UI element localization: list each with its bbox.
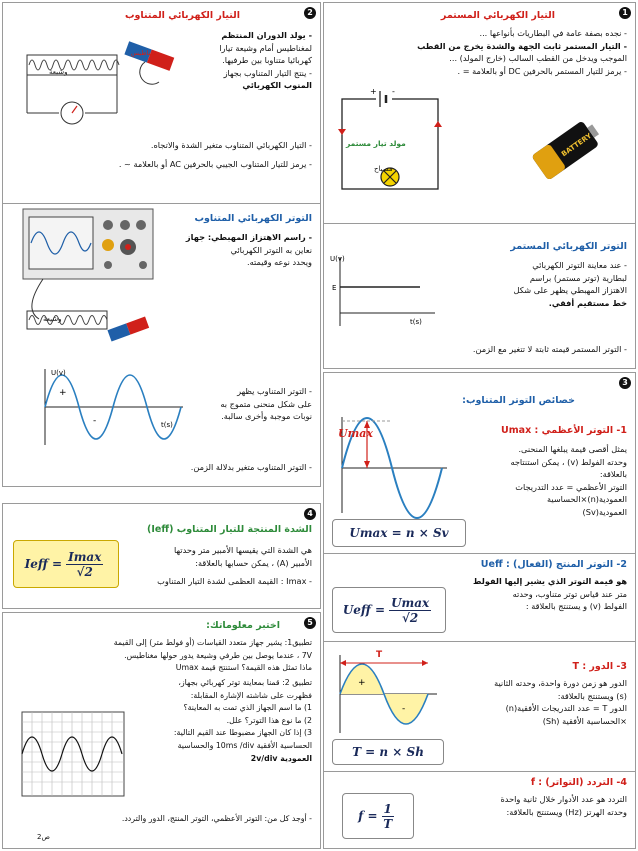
ac-wave-text: - التوتر المتناوب يظهر على شكل منحنى متموج به نوبات موجبة وأخرى سالبة. [220, 386, 312, 421]
panel-direct-current [323, 2, 636, 369]
svg-text:BATTERY: BATTERY [560, 131, 594, 159]
umax-label: Umax [338, 427, 373, 440]
ueff-text: هو قيمة التوتر الذي يشير إليها الفولط متر عند قياس توتر متناوب، وحدته الفولط (v) و يستنتج بالعلاقة : [473, 576, 627, 611]
dc-tension-title: التوتر الكهربائي المستمر [510, 241, 627, 252]
dc-tension-conclusion: - التوتر المستمر قيمته ثابتة لا تتغير مع الزمن. [472, 344, 627, 354]
oscilloscope-screen-grid [21, 711, 125, 797]
section-number-3: 3 [619, 377, 631, 389]
ac-wave-conclusion: - التوتر المتناوب متغير بدلالة الزمن. [190, 462, 312, 472]
panel-effective-current [2, 503, 321, 609]
section-number-4: 4 [304, 508, 316, 520]
dc-voltage-graph [330, 251, 440, 331]
svg-text:E: E [332, 284, 337, 292]
section-title-properties: خصائص التوتر المتناوب: [462, 395, 575, 406]
panel-ac-properties [323, 372, 636, 849]
svg-text:t(s): t(s) [161, 421, 173, 429]
quiz-text-2: تطبيق 2: قمنا بمعاينة توتر كهربائي بجهاز، فظهرت على شاشته الإشارة المقابلة: 1) ما اسم الجهاز الذي تمت به المعاينة؟ 2) ما نوع هذا التوتر؟ علل. 3) إذا كان الجهاز مضبوطا عند القيم التالية: الحساسية الأفقية 10ms /div والحساسية العمودية 2v/div [173, 678, 312, 763]
svg-text:-: - [392, 87, 395, 96]
generator-label: مولد تيار مستمر [346, 139, 406, 148]
quiz-text: تطبيق1: يشير جهاز متعدد القياسات (أو فولط متر) إلى القيمة 7V ، عندما يوصل بين طرفي وشيعة يدور حولها مغناطيس. ماذا تمثل هذه القيمة؟ استنتج قيمة Umax [113, 638, 312, 673]
section-title-quiz: اختبر معلوماتك: [206, 620, 280, 631]
ueff-heading: 2- التوتر المنتج (الفعال) : Ueff [480, 559, 627, 570]
svg-text:-: - [402, 704, 406, 714]
magnet-label: مغناطيس [131, 49, 157, 57]
quiz-text-3: - أوجد كل من: التوتر الأعظمي، التوتر المنتج، الدور والتردد. [121, 814, 312, 823]
svg-text:+: + [358, 678, 366, 688]
coil-magnet-diagram [9, 27, 179, 137]
lamp-label: مصباح [374, 165, 393, 173]
dc-description: - نجده بصفة عامة في البطاريات بأنواعها ... - التيار المستمر ثابت الجهة والشدة يخرج من القطب الموجب ويدخل من القطب السالب (خارج المولد) ... - يرمز للتيار المستمر بالحرفين DC أو بالعلامة = . [417, 28, 627, 76]
period-heading: 3- الدور : T [572, 661, 627, 672]
page-number: ص2 [37, 833, 50, 841]
umax-heading: 1- التوتر الأعظمي : Umax [501, 425, 627, 436]
period-wave-diagram [332, 649, 442, 739]
frequency-formula: f = $\frac{1}{T}$ [342, 793, 414, 839]
oscilloscope-coil-label: وشيعة [43, 315, 62, 323]
section-title-ieff: الشدة المنتجة للتيار المتناوب (Ieff) [147, 524, 312, 535]
panel-alternating-current [2, 2, 321, 487]
section-number-1: 1 [619, 7, 631, 19]
battery-icon [522, 113, 612, 193]
panel-quiz [2, 612, 321, 849]
frequency-text: التردد هو عدد الأدوار خلال ثانية واحدة وحدته الهرتز (Hz) ويستنتج بالعلاقة: [500, 794, 627, 817]
section-title-dc: التيار الكهربائي المستمر [440, 10, 555, 21]
ieff-formula: Ieff = $\frac{Imax}{√2}$ [13, 540, 119, 588]
svg-text:+: + [370, 87, 377, 96]
umax-text: يمثل أقصى قيمة يبلغها المنحنى. وحدته الفولط (v) ، يمكن استنتاجه بالعلاقة: التوتر الأعظمي = عدد التدريجات العمودية(n)×الحساسية العمودية(Sv) [510, 444, 627, 517]
oscilloscope-icon [13, 207, 163, 347]
umax-formula: Umax = n × Sv [332, 519, 466, 547]
period-label: T [376, 650, 383, 660]
ieff-text: هي الشدة التي يقيسها الأمبير متر وحدتها الأمبير (A) ، يمكن حسابها بالعلاقة: - Imax : القيمة العظمى لشدة التيار المتناوب [157, 545, 312, 586]
section-number-2: 2 [304, 7, 316, 19]
oscilloscope-text: - راسم الاهتزاز المهبطي: جهاز نعاين به التوتر الكهربائي ويحدد نوعه وقيمته. [185, 232, 312, 267]
ac-generation-text: - يولد الدوران المنتظم لمغناطيس أمام وشيعة تيارا كهربائيا متناوبا بين طرفيها. - ينتج التيار المتناوب بجهاز المنوب الكهربائي [219, 30, 312, 90]
period-text: الدور هو زمن دورة واحدة، وحدته الثانية (s) ويستنتج بالعلاقة: الدور T = عدد التدريجات الأفقية(n) ×الحساسية الأفقية (Sh) [494, 678, 627, 726]
ac-tension-title: التوتر الكهربائي المتناوب [194, 213, 312, 224]
section-title-ac: التيار الكهربائي المتناوب [124, 10, 240, 21]
section-number-5: 5 [304, 617, 316, 629]
svg-text:t(s): t(s) [410, 318, 422, 326]
svg-text:U(v): U(v) [330, 255, 345, 263]
ueff-formula: Ueff = $\frac{Umax}{√2}$ [332, 587, 446, 633]
frequency-heading: 4- التردد (التواتر) : f [530, 777, 627, 788]
dc-tension-text: - عند معاينة التوتر الكهربائي لبطارية (توتر مستمر) براسم الاهتزاز المهبطي يظهر على شكل خط مستقيم أفقي. [513, 260, 627, 308]
coil-label: وشيعة [49, 68, 68, 76]
svg-text:-: - [93, 416, 97, 426]
period-formula: T = n × Sh [332, 739, 444, 765]
svg-text:U(v): U(v) [51, 369, 66, 377]
svg-text:+: + [59, 388, 67, 398]
ac-voltage-graph [33, 365, 193, 450]
ac-properties-text: - التيار الكهربائي المتناوب متغير الشدة والاتجاه. - يرمز للتيار المتناوب الجيبي بالحرفين AC أو بالعلامة ~ . [118, 140, 312, 169]
